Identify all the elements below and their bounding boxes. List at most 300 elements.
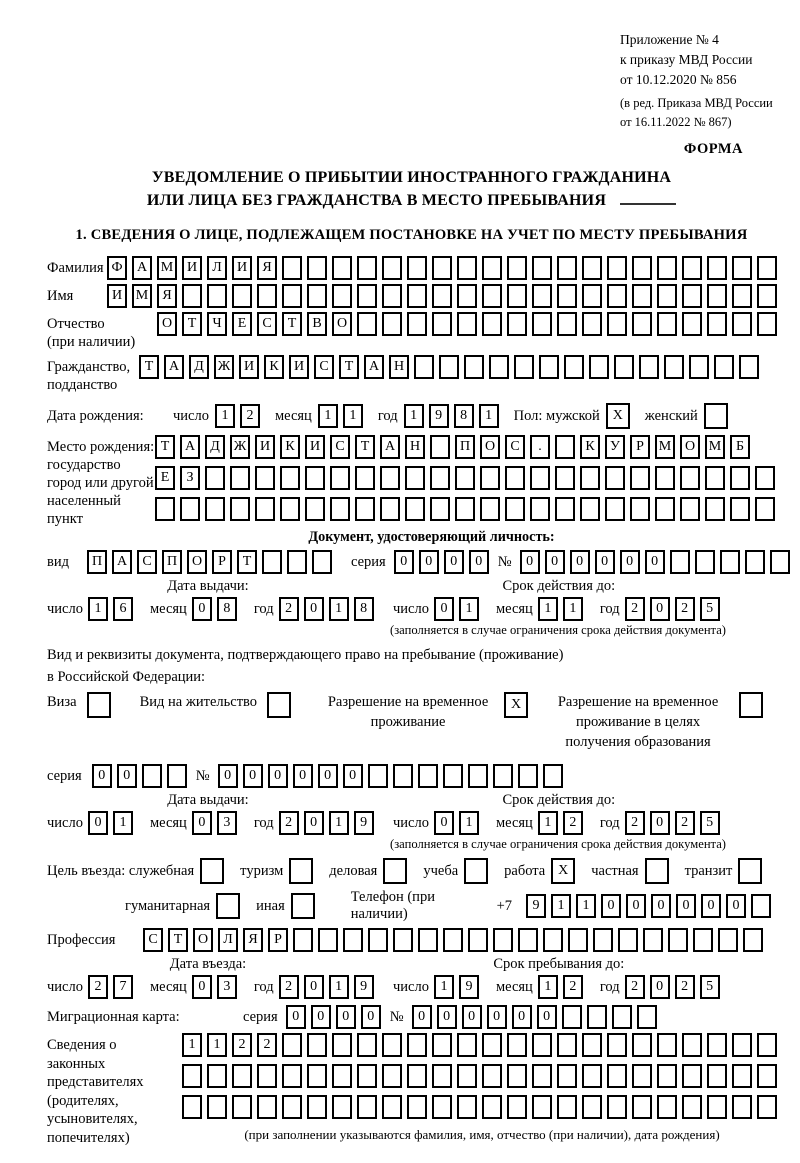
purpose-official-checkbox[interactable] <box>200 858 229 884</box>
char-cell[interactable] <box>732 1095 752 1119</box>
char-cell[interactable]: А <box>164 355 184 379</box>
char-cell[interactable]: Т <box>139 355 159 379</box>
char-cell[interactable]: 2 <box>625 597 645 621</box>
char-cell[interactable]: К <box>580 435 600 459</box>
char-cell[interactable] <box>770 550 790 574</box>
char-cell[interactable] <box>407 1064 427 1088</box>
char-cell[interactable]: П <box>162 550 182 574</box>
char-cell[interactable]: 9 <box>429 404 449 428</box>
residence-number-field[interactable] <box>218 764 568 788</box>
char-cell[interactable] <box>482 256 502 280</box>
char-cell[interactable] <box>568 928 588 952</box>
char-cell[interactable]: 2 <box>232 1033 252 1057</box>
char-cell[interactable]: 0 <box>701 894 721 918</box>
char-cell[interactable] <box>507 1033 527 1057</box>
char-cell[interactable]: О <box>480 435 500 459</box>
char-cell[interactable] <box>682 256 702 280</box>
char-cell[interactable] <box>557 256 577 280</box>
char-cell[interactable] <box>368 928 388 952</box>
char-cell[interactable] <box>557 1033 577 1057</box>
char-cell[interactable] <box>480 466 500 490</box>
char-cell[interactable] <box>257 1095 277 1119</box>
char-cell[interactable] <box>618 928 638 952</box>
char-cell[interactable] <box>668 928 688 952</box>
char-cell[interactable]: 1 <box>459 597 479 621</box>
char-cell[interactable] <box>757 256 777 280</box>
char-cell[interactable]: Т <box>168 928 188 952</box>
residence-permit-checkbox[interactable] <box>267 692 296 718</box>
char-cell[interactable]: Ч <box>207 312 227 336</box>
char-cell[interactable] <box>557 1064 577 1088</box>
char-cell[interactable] <box>357 312 377 336</box>
citizenship-field[interactable] <box>139 355 764 379</box>
char-cell[interactable] <box>605 466 625 490</box>
char-cell[interactable] <box>457 312 477 336</box>
char-cell[interactable] <box>543 928 563 952</box>
char-cell[interactable] <box>182 284 202 308</box>
char-cell[interactable] <box>707 312 727 336</box>
char-cell[interactable]: П <box>87 550 107 574</box>
purpose-transit-checkbox[interactable] <box>738 858 767 884</box>
char-cell[interactable]: О <box>193 928 213 952</box>
char-cell[interactable] <box>564 355 584 379</box>
char-cell[interactable] <box>707 284 727 308</box>
char-cell[interactable]: 1 <box>318 404 338 428</box>
char-cell[interactable] <box>732 312 752 336</box>
char-cell[interactable]: X <box>606 403 630 429</box>
char-cell[interactable] <box>738 858 762 884</box>
char-cell[interactable] <box>142 764 162 788</box>
doc-type-field[interactable] <box>87 550 337 574</box>
char-cell[interactable] <box>430 435 450 459</box>
char-cell[interactable] <box>305 497 325 521</box>
residence-valid-month-field[interactable] <box>538 811 588 835</box>
char-cell[interactable]: О <box>157 312 177 336</box>
char-cell[interactable]: 1 <box>563 597 583 621</box>
char-cell[interactable] <box>482 1064 502 1088</box>
char-cell[interactable] <box>507 256 527 280</box>
char-cell[interactable]: . <box>530 435 550 459</box>
char-cell[interactable] <box>757 284 777 308</box>
char-cell[interactable] <box>743 928 763 952</box>
char-cell[interactable] <box>614 355 634 379</box>
char-cell[interactable]: Ж <box>214 355 234 379</box>
char-cell[interactable] <box>507 1064 527 1088</box>
char-cell[interactable]: Д <box>205 435 225 459</box>
char-cell[interactable]: 2 <box>88 975 108 999</box>
char-cell[interactable]: 0 <box>601 894 621 918</box>
char-cell[interactable]: П <box>455 435 475 459</box>
char-cell[interactable] <box>255 497 275 521</box>
char-cell[interactable] <box>657 284 677 308</box>
phone-field[interactable] <box>526 894 776 918</box>
char-cell[interactable]: 0 <box>304 811 324 835</box>
char-cell[interactable] <box>282 256 302 280</box>
char-cell[interactable] <box>695 550 715 574</box>
char-cell[interactable]: Т <box>282 312 302 336</box>
char-cell[interactable]: М <box>705 435 725 459</box>
char-cell[interactable] <box>207 1095 227 1119</box>
char-cell[interactable] <box>332 284 352 308</box>
char-cell[interactable] <box>482 312 502 336</box>
char-cell[interactable] <box>530 497 550 521</box>
temp-residence-education-checkbox[interactable] <box>739 692 768 718</box>
char-cell[interactable]: 0 <box>434 811 454 835</box>
char-cell[interactable] <box>664 355 684 379</box>
char-cell[interactable] <box>267 692 291 718</box>
char-cell[interactable] <box>580 497 600 521</box>
char-cell[interactable] <box>757 312 777 336</box>
char-cell[interactable] <box>557 1095 577 1119</box>
char-cell[interactable] <box>282 284 302 308</box>
char-cell[interactable] <box>532 1033 552 1057</box>
char-cell[interactable] <box>230 466 250 490</box>
char-cell[interactable]: И <box>107 284 127 308</box>
char-cell[interactable] <box>655 497 675 521</box>
char-cell[interactable] <box>489 355 509 379</box>
visa-checkbox[interactable] <box>87 692 116 718</box>
char-cell[interactable]: 0 <box>462 1005 482 1029</box>
char-cell[interactable]: А <box>112 550 132 574</box>
char-cell[interactable] <box>280 466 300 490</box>
char-cell[interactable] <box>582 1064 602 1088</box>
char-cell[interactable] <box>682 1095 702 1119</box>
char-cell[interactable] <box>682 1033 702 1057</box>
char-cell[interactable] <box>732 256 752 280</box>
char-cell[interactable]: С <box>314 355 334 379</box>
char-cell[interactable] <box>707 256 727 280</box>
char-cell[interactable] <box>557 312 577 336</box>
char-cell[interactable] <box>730 497 750 521</box>
char-cell[interactable]: 0 <box>192 975 212 999</box>
char-cell[interactable]: Е <box>155 466 175 490</box>
char-cell[interactable] <box>382 1033 402 1057</box>
char-cell[interactable]: 0 <box>311 1005 331 1029</box>
char-cell[interactable]: 0 <box>192 811 212 835</box>
char-cell[interactable] <box>682 284 702 308</box>
char-cell[interactable]: 0 <box>243 764 263 788</box>
char-cell[interactable]: 2 <box>625 811 645 835</box>
purpose-private-checkbox[interactable] <box>645 858 674 884</box>
char-cell[interactable]: 7 <box>113 975 133 999</box>
char-cell[interactable] <box>582 284 602 308</box>
valid-day-field[interactable] <box>434 597 484 621</box>
char-cell[interactable] <box>432 1064 452 1088</box>
char-cell[interactable]: И <box>289 355 309 379</box>
char-cell[interactable] <box>714 355 734 379</box>
char-cell[interactable]: О <box>187 550 207 574</box>
char-cell[interactable] <box>730 466 750 490</box>
char-cell[interactable] <box>555 466 575 490</box>
char-cell[interactable]: Е <box>232 312 252 336</box>
char-cell[interactable] <box>282 1033 302 1057</box>
char-cell[interactable]: 0 <box>293 764 313 788</box>
char-cell[interactable] <box>280 497 300 521</box>
char-cell[interactable] <box>468 928 488 952</box>
char-cell[interactable] <box>407 256 427 280</box>
char-cell[interactable]: 3 <box>217 975 237 999</box>
char-cell[interactable]: 1 <box>459 811 479 835</box>
char-cell[interactable] <box>307 1064 327 1088</box>
char-cell[interactable]: 1 <box>207 1033 227 1057</box>
char-cell[interactable] <box>182 1064 202 1088</box>
char-cell[interactable] <box>305 466 325 490</box>
char-cell[interactable] <box>682 1064 702 1088</box>
char-cell[interactable]: 2 <box>625 975 645 999</box>
char-cell[interactable]: М <box>157 256 177 280</box>
purpose-study-checkbox[interactable] <box>464 858 493 884</box>
char-cell[interactable] <box>682 312 702 336</box>
char-cell[interactable] <box>739 355 759 379</box>
residence-series-field[interactable] <box>92 764 192 788</box>
char-cell[interactable]: Ф <box>107 256 127 280</box>
char-cell[interactable] <box>439 355 459 379</box>
char-cell[interactable] <box>332 1064 352 1088</box>
sex-female-checkbox[interactable] <box>704 403 733 429</box>
char-cell[interactable]: С <box>257 312 277 336</box>
char-cell[interactable] <box>155 497 175 521</box>
char-cell[interactable]: И <box>255 435 275 459</box>
char-cell[interactable] <box>357 284 377 308</box>
char-cell[interactable] <box>407 284 427 308</box>
char-cell[interactable] <box>382 284 402 308</box>
char-cell[interactable] <box>405 497 425 521</box>
char-cell[interactable]: 1 <box>113 811 133 835</box>
char-cell[interactable]: 0 <box>626 894 646 918</box>
char-cell[interactable]: 0 <box>650 811 670 835</box>
char-cell[interactable]: 3 <box>217 811 237 835</box>
char-cell[interactable] <box>330 497 350 521</box>
issue-month-field[interactable] <box>192 597 242 621</box>
char-cell[interactable]: Т <box>182 312 202 336</box>
char-cell[interactable] <box>657 1064 677 1088</box>
char-cell[interactable] <box>230 497 250 521</box>
char-cell[interactable] <box>289 858 313 884</box>
valid-year-field[interactable] <box>625 597 725 621</box>
char-cell[interactable] <box>205 466 225 490</box>
char-cell[interactable]: У <box>605 435 625 459</box>
char-cell[interactable] <box>312 550 332 574</box>
char-cell[interactable] <box>632 312 652 336</box>
char-cell[interactable]: 9 <box>459 975 479 999</box>
char-cell[interactable] <box>357 1033 377 1057</box>
char-cell[interactable] <box>643 928 663 952</box>
char-cell[interactable] <box>414 355 434 379</box>
char-cell[interactable] <box>745 550 765 574</box>
char-cell[interactable]: 2 <box>279 597 299 621</box>
purpose-business-checkbox[interactable] <box>383 858 412 884</box>
char-cell[interactable]: 0 <box>286 1005 306 1029</box>
char-cell[interactable] <box>167 764 187 788</box>
char-cell[interactable] <box>182 1095 202 1119</box>
char-cell[interactable] <box>482 284 502 308</box>
char-cell[interactable]: В <box>307 312 327 336</box>
char-cell[interactable]: 1 <box>538 597 558 621</box>
char-cell[interactable] <box>468 764 488 788</box>
char-cell[interactable] <box>751 894 771 918</box>
birth-month-field[interactable] <box>318 404 368 428</box>
char-cell[interactable] <box>418 764 438 788</box>
char-cell[interactable] <box>582 312 602 336</box>
char-cell[interactable]: 0 <box>469 550 489 574</box>
char-cell[interactable] <box>757 1033 777 1057</box>
char-cell[interactable] <box>393 928 413 952</box>
char-cell[interactable] <box>262 550 282 574</box>
char-cell[interactable]: Т <box>355 435 375 459</box>
issue-day-field[interactable] <box>88 597 138 621</box>
char-cell[interactable]: 0 <box>343 764 363 788</box>
char-cell[interactable] <box>755 466 775 490</box>
char-cell[interactable]: 1 <box>551 894 571 918</box>
char-cell[interactable] <box>680 497 700 521</box>
char-cell[interactable]: Р <box>630 435 650 459</box>
char-cell[interactable]: 1 <box>538 811 558 835</box>
purpose-humanitarian-checkbox[interactable] <box>216 893 245 919</box>
residence-issue-day-field[interactable] <box>88 811 138 835</box>
char-cell[interactable] <box>255 466 275 490</box>
char-cell[interactable]: 0 <box>650 597 670 621</box>
char-cell[interactable]: 0 <box>520 550 540 574</box>
char-cell[interactable]: 1 <box>329 975 349 999</box>
char-cell[interactable] <box>657 312 677 336</box>
char-cell[interactable] <box>607 1064 627 1088</box>
char-cell[interactable]: 5 <box>700 975 720 999</box>
char-cell[interactable]: 0 <box>650 975 670 999</box>
char-cell[interactable]: А <box>364 355 384 379</box>
char-cell[interactable] <box>589 355 609 379</box>
char-cell[interactable]: 8 <box>454 404 474 428</box>
char-cell[interactable] <box>632 1064 652 1088</box>
char-cell[interactable]: 0 <box>645 550 665 574</box>
char-cell[interactable] <box>432 1095 452 1119</box>
char-cell[interactable] <box>532 1064 552 1088</box>
char-cell[interactable]: 9 <box>354 975 374 999</box>
char-cell[interactable]: 1 <box>215 404 235 428</box>
temp-residence-checkbox[interactable] <box>504 692 533 718</box>
char-cell[interactable] <box>693 928 713 952</box>
char-cell[interactable] <box>180 497 200 521</box>
char-cell[interactable] <box>457 1095 477 1119</box>
char-cell[interactable]: 1 <box>329 597 349 621</box>
issue-year-field[interactable] <box>279 597 379 621</box>
char-cell[interactable]: 1 <box>434 975 454 999</box>
char-cell[interactable]: Р <box>268 928 288 952</box>
migration-series-field[interactable] <box>286 1005 386 1029</box>
legal-reps-field-line3[interactable] <box>182 1095 782 1119</box>
char-cell[interactable] <box>282 1095 302 1119</box>
char-cell[interactable] <box>455 466 475 490</box>
char-cell[interactable]: X <box>551 858 575 884</box>
char-cell[interactable] <box>232 1095 252 1119</box>
char-cell[interactable] <box>607 1033 627 1057</box>
char-cell[interactable] <box>655 466 675 490</box>
char-cell[interactable] <box>539 355 559 379</box>
char-cell[interactable] <box>732 284 752 308</box>
purpose-work-checkbox[interactable] <box>551 858 580 884</box>
char-cell[interactable] <box>382 256 402 280</box>
char-cell[interactable] <box>630 466 650 490</box>
char-cell[interactable] <box>632 1033 652 1057</box>
char-cell[interactable]: Я <box>257 256 277 280</box>
char-cell[interactable]: С <box>505 435 525 459</box>
char-cell[interactable]: Т <box>339 355 359 379</box>
char-cell[interactable] <box>670 550 690 574</box>
profession-field[interactable] <box>143 928 768 952</box>
char-cell[interactable] <box>216 893 240 919</box>
char-cell[interactable]: 0 <box>512 1005 532 1029</box>
char-cell[interactable] <box>514 355 534 379</box>
patronymic-field[interactable] <box>157 312 782 336</box>
char-cell[interactable] <box>630 497 650 521</box>
char-cell[interactable] <box>457 1033 477 1057</box>
char-cell[interactable] <box>464 355 484 379</box>
char-cell[interactable] <box>639 355 659 379</box>
char-cell[interactable]: К <box>264 355 284 379</box>
char-cell[interactable] <box>607 312 627 336</box>
char-cell[interactable]: А <box>180 435 200 459</box>
char-cell[interactable] <box>307 256 327 280</box>
residence-issue-month-field[interactable] <box>192 811 242 835</box>
birth-year-field[interactable] <box>404 404 504 428</box>
char-cell[interactable] <box>282 1064 302 1088</box>
surname-field[interactable] <box>107 256 782 280</box>
purpose-other-checkbox[interactable] <box>291 893 320 919</box>
char-cell[interactable]: О <box>680 435 700 459</box>
char-cell[interactable] <box>705 497 725 521</box>
char-cell[interactable] <box>532 256 552 280</box>
char-cell[interactable] <box>482 1033 502 1057</box>
char-cell[interactable]: 9 <box>354 811 374 835</box>
char-cell[interactable]: 0 <box>318 764 338 788</box>
entry-day-field[interactable] <box>88 975 138 999</box>
char-cell[interactable] <box>382 1095 402 1119</box>
char-cell[interactable]: Т <box>155 435 175 459</box>
char-cell[interactable]: 2 <box>279 975 299 999</box>
char-cell[interactable]: З <box>180 466 200 490</box>
char-cell[interactable] <box>432 256 452 280</box>
char-cell[interactable] <box>507 284 527 308</box>
char-cell[interactable]: С <box>143 928 163 952</box>
char-cell[interactable]: 2 <box>675 975 695 999</box>
char-cell[interactable]: 2 <box>257 1033 277 1057</box>
stay-month-field[interactable] <box>538 975 588 999</box>
char-cell[interactable]: Ж <box>230 435 250 459</box>
char-cell[interactable]: К <box>280 435 300 459</box>
char-cell[interactable]: И <box>239 355 259 379</box>
char-cell[interactable]: 9 <box>526 894 546 918</box>
char-cell[interactable]: Т <box>237 550 257 574</box>
char-cell[interactable] <box>383 858 407 884</box>
char-cell[interactable] <box>707 1095 727 1119</box>
char-cell[interactable]: 2 <box>675 811 695 835</box>
char-cell[interactable]: 8 <box>217 597 237 621</box>
char-cell[interactable] <box>720 550 740 574</box>
char-cell[interactable] <box>507 1095 527 1119</box>
char-cell[interactable]: 1 <box>576 894 596 918</box>
birth-day-field[interactable] <box>215 404 265 428</box>
birth-place-field-line1[interactable] <box>155 435 780 459</box>
char-cell[interactable] <box>543 764 563 788</box>
char-cell[interactable] <box>705 466 725 490</box>
char-cell[interactable] <box>632 256 652 280</box>
char-cell[interactable]: 0 <box>620 550 640 574</box>
char-cell[interactable]: 0 <box>268 764 288 788</box>
char-cell[interactable] <box>605 497 625 521</box>
char-cell[interactable] <box>457 1064 477 1088</box>
char-cell[interactable]: 0 <box>394 550 414 574</box>
char-cell[interactable]: 0 <box>419 550 439 574</box>
char-cell[interactable]: 1 <box>182 1033 202 1057</box>
